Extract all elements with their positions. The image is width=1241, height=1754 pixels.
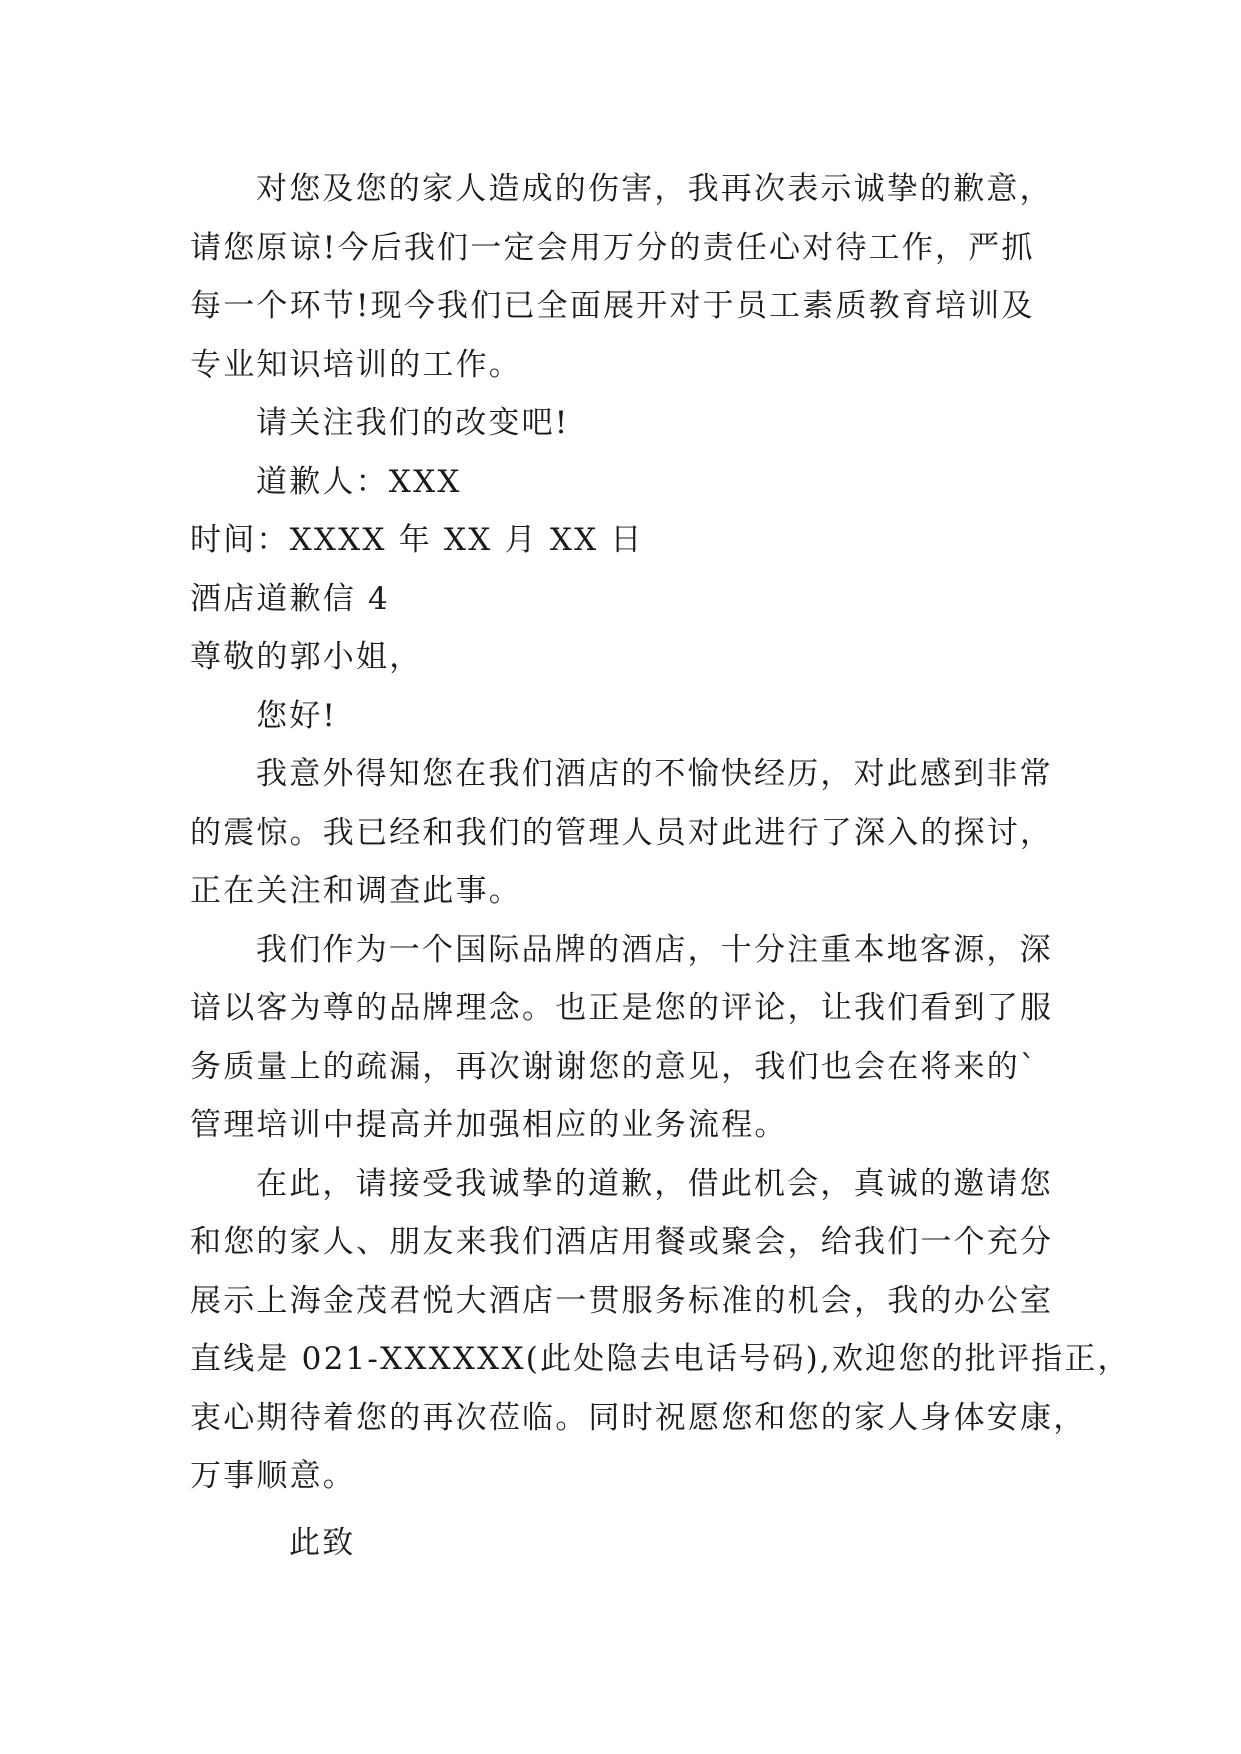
greeting: 您好! [256, 697, 338, 734]
paragraph-line: 的震惊。我已经和我们的管理人员对此进行了深入的探讨， [190, 814, 1054, 851]
paragraph-line: 万事顺意。 [190, 1458, 356, 1494]
paragraph-line: 专业知识培训的工作。 [190, 346, 522, 383]
paragraph-line: 正在关注和调查此事。 [190, 873, 522, 909]
paragraph-line: 务质量上的疏漏，再次谢谢您的意见，我们也会在将来的` [190, 1048, 1038, 1085]
paragraph-line: 对您及您的家人造成的伤害，我再次表示诚挚的歉意， [256, 171, 1053, 207]
paragraph-line: 在此，请接受我诚挚的道歉，借此机会，真诚的邀请您 [256, 1165, 1053, 1202]
paragraph-line: 每一个环节!现今我们已全面展开对于员工素质教育培训及 [190, 288, 1035, 324]
salutation: 尊敬的郭小姐， [190, 639, 423, 675]
date-line: 时间：XXXX 年 XX 月 XX 日 [190, 522, 644, 558]
paragraph-line: 请您原谅!今后我们一定会用万分的责任心对待工作，严抓 [190, 229, 1035, 266]
paragraph-line: 展示上海金茂君悦大酒店一贯服务标准的机会，我的办公室 [190, 1282, 1054, 1319]
paragraph-line: 我们作为一个国际品牌的酒店，十分注重本地客源，深 [256, 931, 1053, 968]
paragraph-line: 谙以客为尊的品牌理念。也正是您的评论，让我们看到了服 [190, 990, 1054, 1026]
paragraph-line: 管理培训中提高并加强相应的业务流程。 [190, 1107, 788, 1143]
closing-line: 请关注我们的改变吧! [256, 405, 570, 441]
signature-line: 道歉人：XXX [256, 463, 462, 500]
paragraph-line: 衷心期待着您的再次莅临。同时祝愿您和您的家人身体安康， [190, 1399, 1087, 1436]
closing-phrase: 此致 [289, 1524, 356, 1561]
letter-body [190, 160, 1131, 1572]
paragraph-line: 和您的家人、朋友来我们酒店用餐或聚会，给我们一个充分 [190, 1224, 1054, 1260]
paragraph-line: 我意外得知您在我们酒店的不愉快经历，对此感到非常 [256, 756, 1053, 792]
paragraph-line: 直线是 021-XXXXXX(此处隐去电话号码),欢迎您的批评指正， [190, 1341, 1131, 1377]
section-title: 酒店道歉信 4 [190, 580, 390, 617]
